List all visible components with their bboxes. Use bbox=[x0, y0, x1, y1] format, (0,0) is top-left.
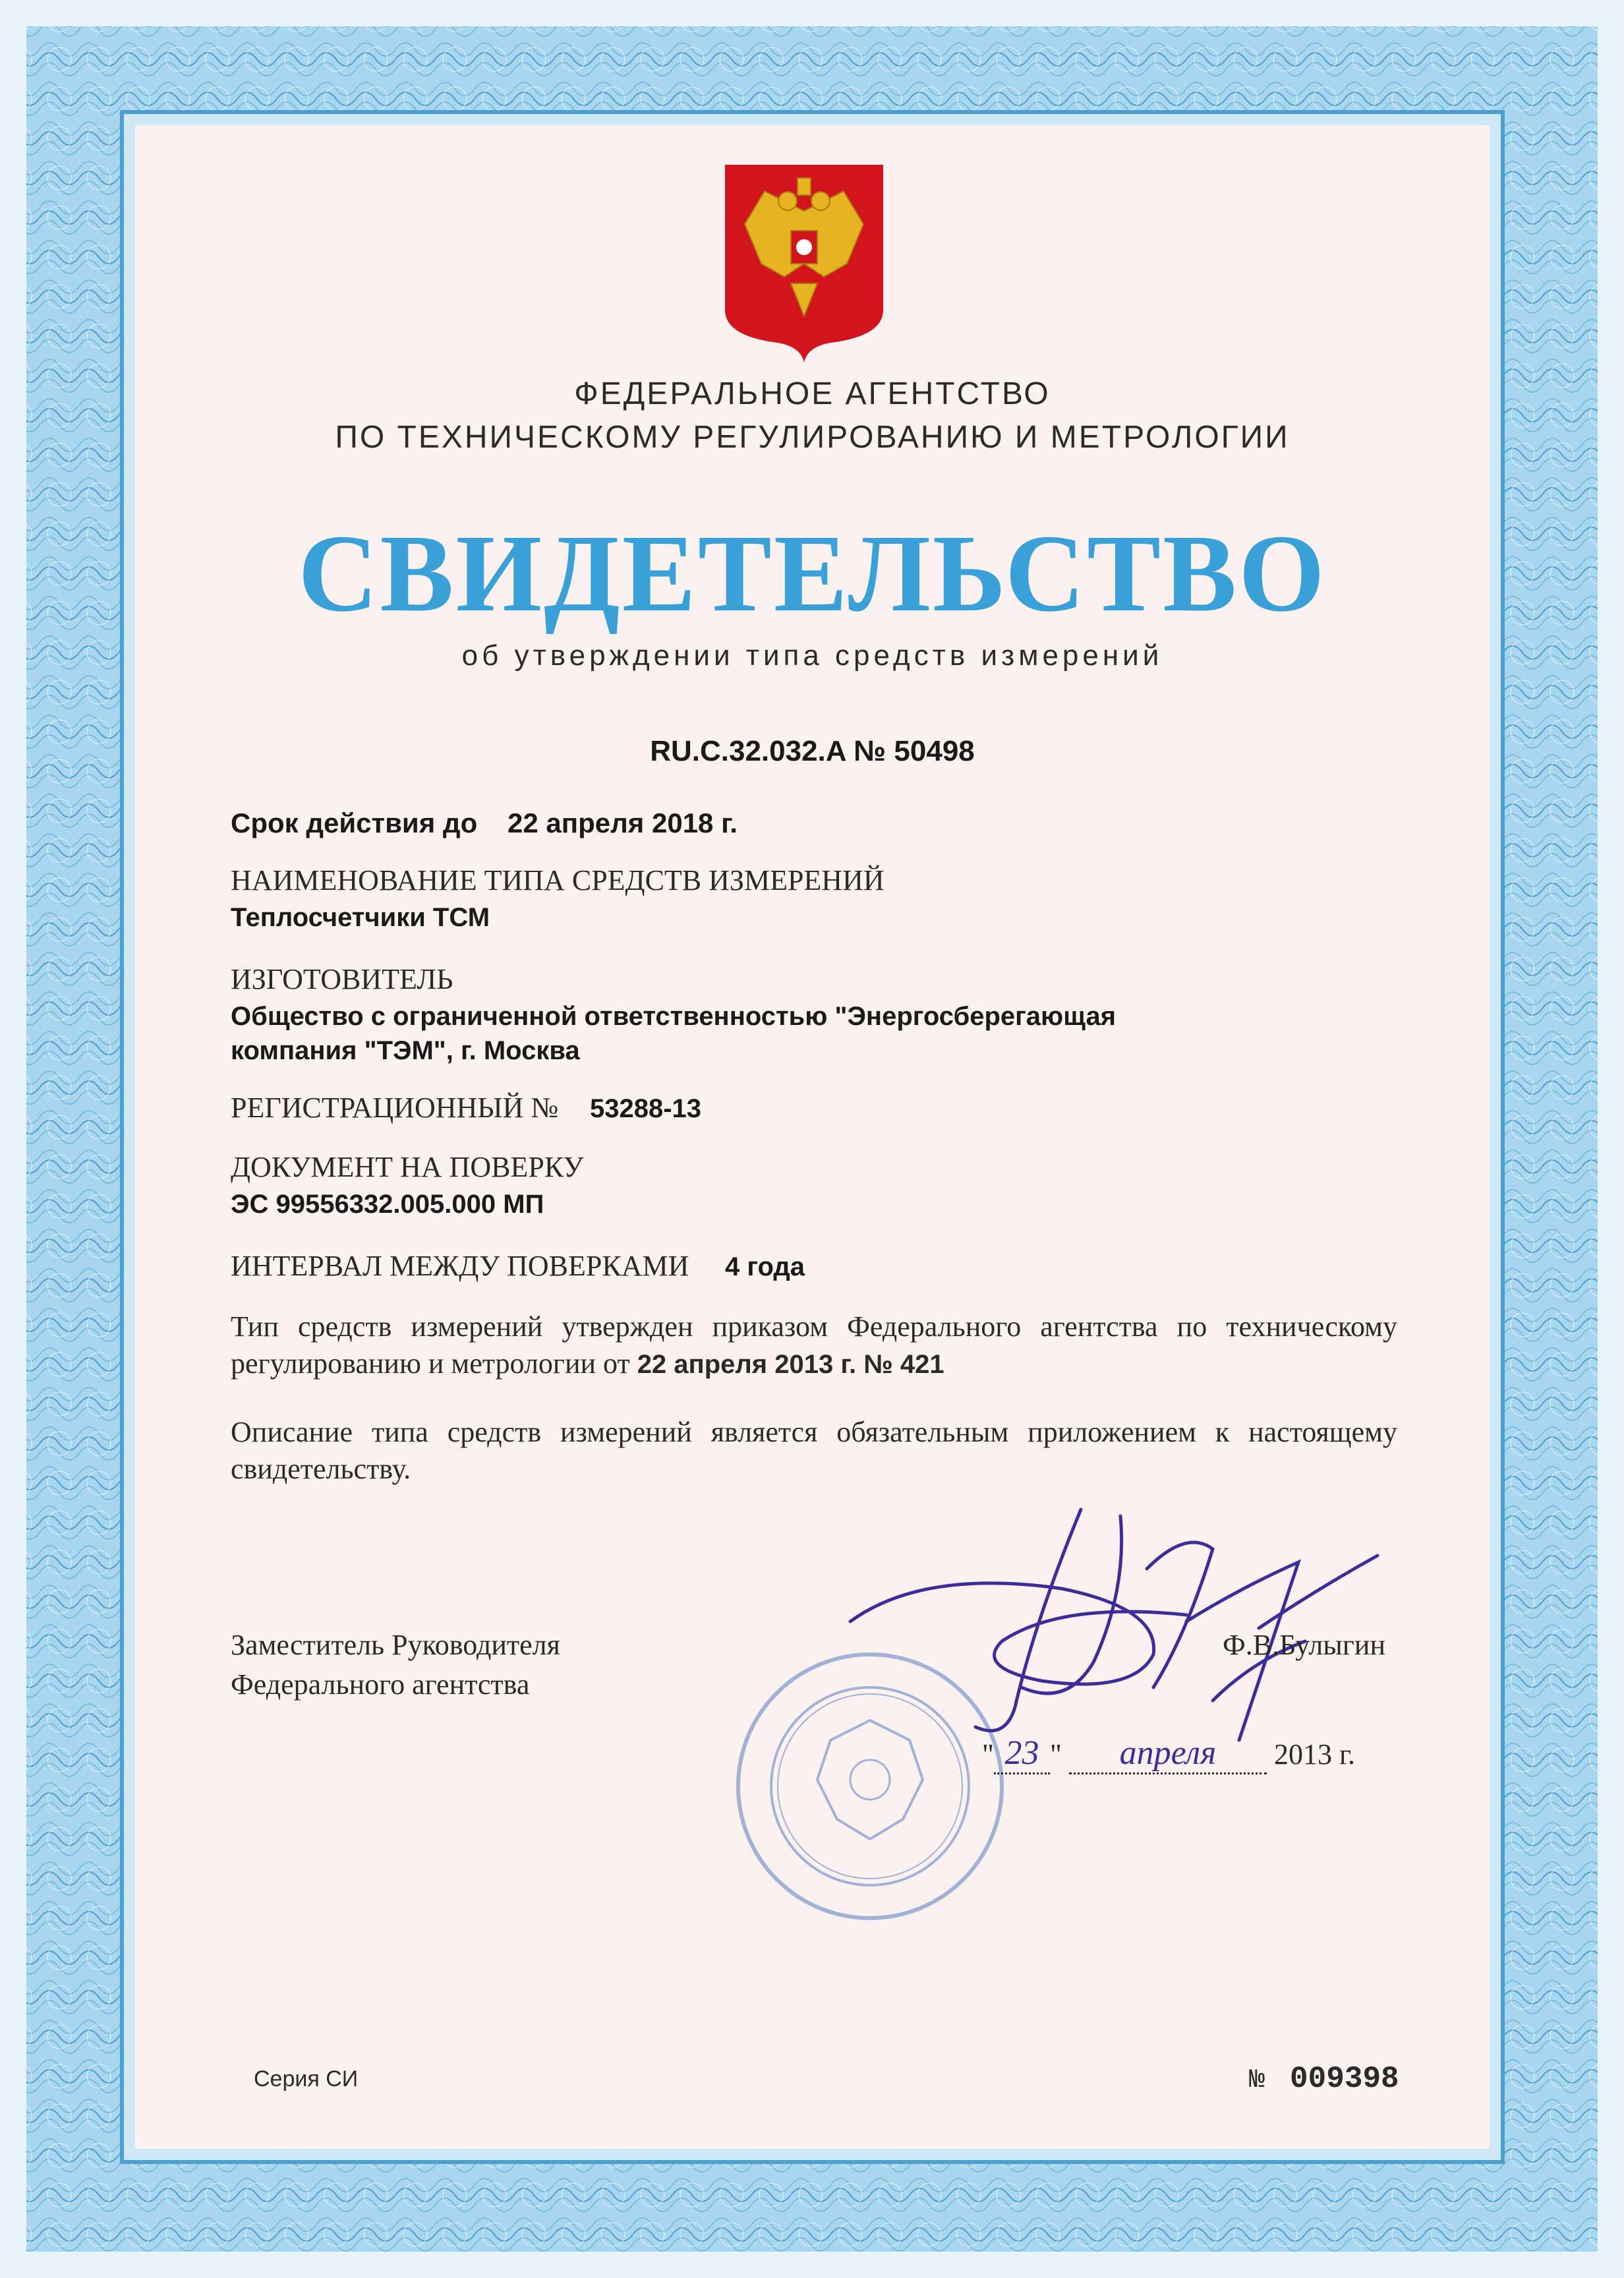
description-paragraph: Описание типа средств измерений является обязательным приложением к настоящему свидетельству. bbox=[231, 1416, 1397, 1485]
signature-date-month: апреля bbox=[1069, 1734, 1267, 1774]
manufacturer-label: ИЗГОТОВИТЕЛЬ bbox=[231, 963, 453, 995]
signature-date-day: 23 bbox=[994, 1734, 1050, 1774]
form-number bbox=[1249, 2062, 1399, 2096]
validity-date: 22 апреля 2018 г. bbox=[508, 807, 738, 838]
type-name-value: Теплосчетчики ТСМ bbox=[231, 903, 490, 932]
interval-label: ИНТЕРВАЛ МЕЖДУ ПОВЕРКАМИ bbox=[231, 1250, 689, 1282]
manufacturer-line1: Общество с ограниченной ответственностью "Энергосберегающая bbox=[231, 1002, 1116, 1031]
signature-date: " 23 " апреля 2013 г. bbox=[982, 1734, 1355, 1774]
type-name-label: НАИМЕНОВАНИЕ ТИПА СРЕДСТВ ИЗМЕРЕНИЙ bbox=[231, 864, 884, 896]
registration-label: РЕГИСТРАЦИОННЫЙ № bbox=[231, 1092, 559, 1124]
validity-label: Срок действия до bbox=[231, 807, 478, 838]
order-paragraph bbox=[231, 1308, 1397, 1383]
document-title: СВИДЕТЕЛЬСТВО bbox=[298, 512, 1327, 635]
verification-doc-value: ЭС 99556332.005.000 МП bbox=[231, 1190, 544, 1219]
interval-value: 4 года bbox=[725, 1252, 805, 1281]
order-text: Тип средств измерений утвержден приказом Федерального агентства по техническому регулированию и метрологии от bbox=[231, 1310, 1397, 1380]
manufacturer-line2: компания "ТЭМ", г. Москва bbox=[231, 1036, 580, 1065]
form-number-value: 009398 bbox=[1290, 2062, 1399, 2096]
series-label: Серия СИ bbox=[254, 2066, 359, 2091]
verification-doc-label: ДОКУМЕНТ НА ПОВЕРКУ bbox=[231, 1151, 584, 1183]
registration-number: 53288-13 bbox=[590, 1094, 702, 1123]
russian-coat-of-arms-icon bbox=[725, 165, 883, 363]
coat-of-arms bbox=[725, 165, 883, 363]
signer-name: Ф.В.Булыгин bbox=[1223, 1629, 1386, 1661]
signer-position-line1: Заместитель Руководителя bbox=[231, 1629, 560, 1661]
signature-date-year: 2013 г. bbox=[1273, 1738, 1356, 1770]
document-subtitle: об утверждении типа средств измерений bbox=[461, 639, 1163, 672]
order-date: 22 апреля 2013 г. № 421 bbox=[637, 1350, 944, 1379]
certificate-number: RU.C.32.032.A № 50498 bbox=[650, 735, 975, 767]
form-number-prefix: № bbox=[1249, 2066, 1265, 2095]
agency-name-line2: ПО ТЕХНИЧЕСКОМУ РЕГУЛИРОВАНИЮ И МЕТРОЛОГИИ bbox=[335, 420, 1290, 455]
signer-position-line2: Федерального агентства bbox=[231, 1668, 530, 1701]
agency-name-line1: ФЕДЕРАЛЬНОЕ АГЕНТСТВО bbox=[574, 376, 1051, 411]
